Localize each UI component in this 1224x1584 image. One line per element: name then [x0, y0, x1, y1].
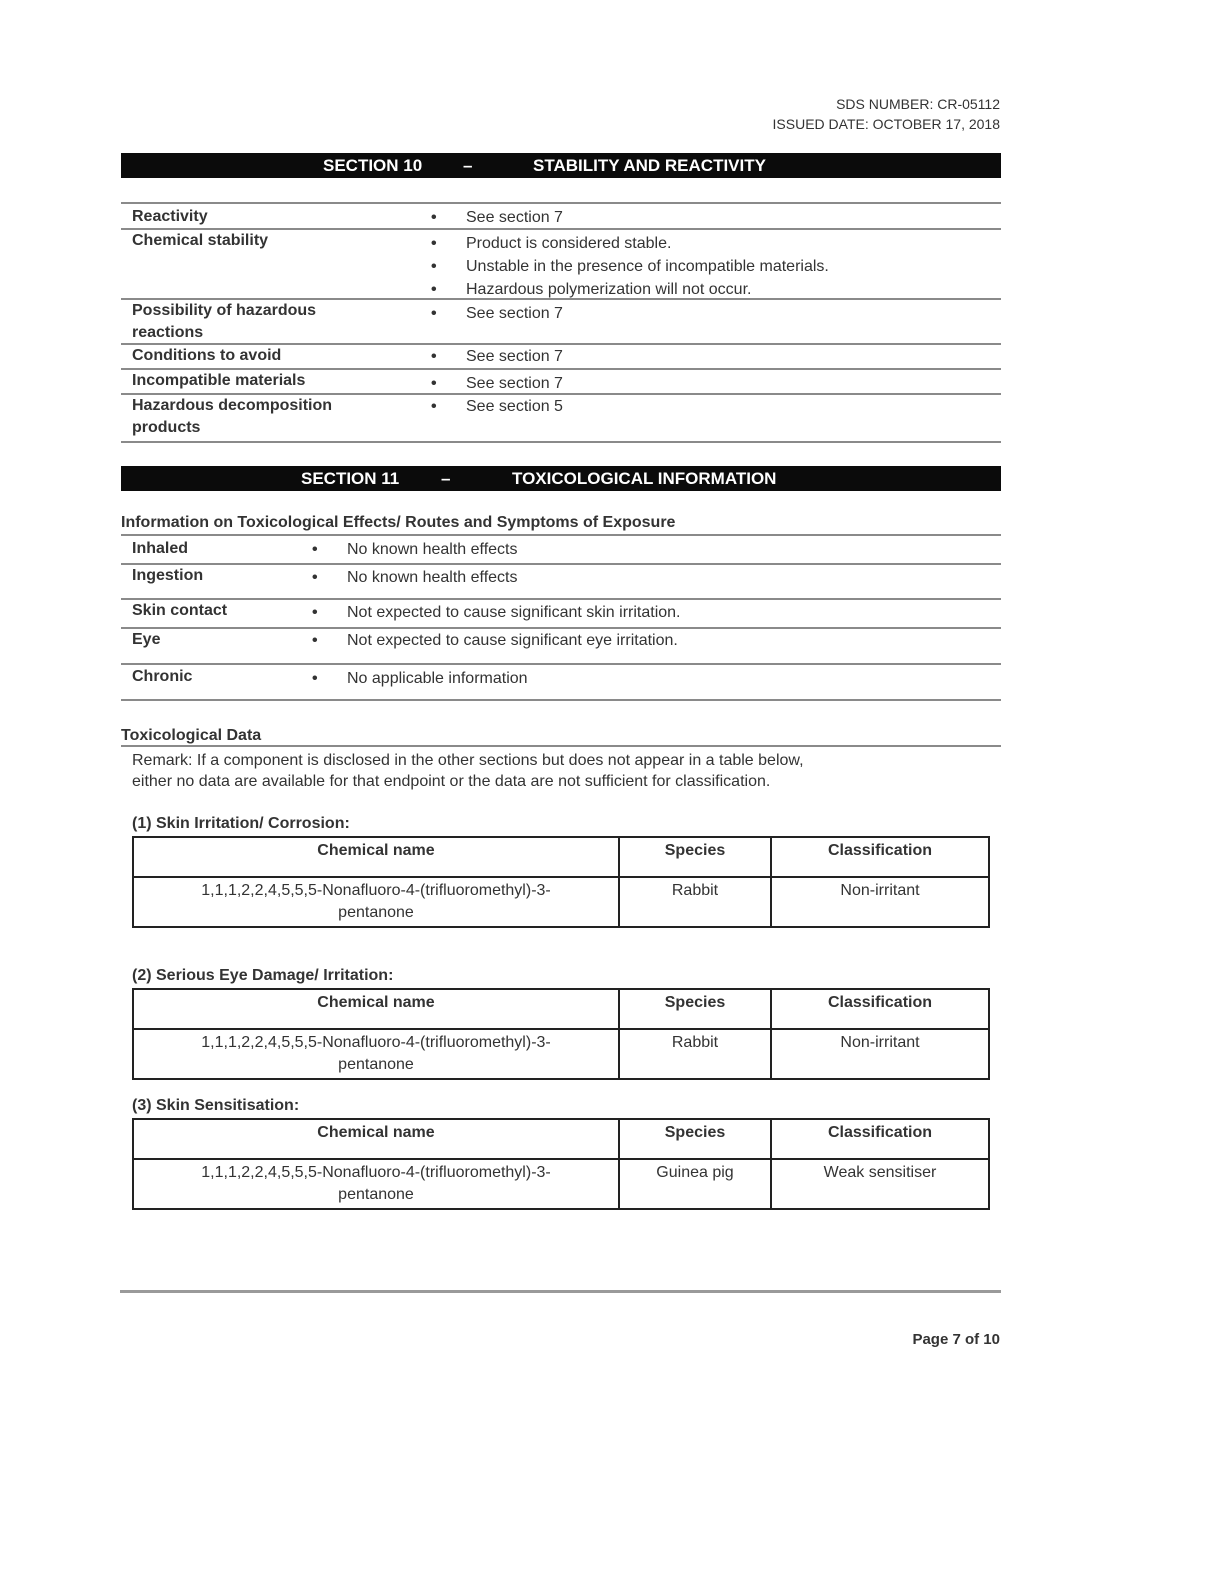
effects-heading: Information on Toxicological Effects/ Routes and Symptoms of Exposure [121, 514, 676, 531]
column-header: Classification [771, 1119, 989, 1159]
column-header: Species [619, 989, 771, 1029]
table-row: Chronic • No applicable information [121, 663, 1001, 701]
species-cell: Rabbit [619, 877, 771, 927]
section-10-number: SECTION 10 [323, 156, 423, 175]
skin-irritation-table [132, 836, 990, 928]
column-header: Chemical name [133, 837, 619, 877]
row-label: Possibility of hazardous reactions [132, 302, 317, 341]
column-header: Classification [771, 989, 989, 1029]
row-label: Incompatible materials [132, 372, 306, 389]
stability-reactivity-table [121, 202, 1001, 442]
table-row: Eye • Not expected to cause significant eye irritation. [121, 627, 1001, 663]
table-header-row [133, 837, 989, 877]
toxicological-data-heading: Toxicological Data [121, 727, 1001, 747]
row-label: Chemical stability [132, 232, 269, 249]
column-header: Chemical name [133, 989, 619, 1029]
column-header: Chemical name [133, 1119, 619, 1159]
document-header [773, 94, 1000, 134]
footer-divider [120, 1290, 1001, 1293]
remark-text: Remark: If a component is disclosed in the other sections but does not appear in a table below, either no data are available for that endpoint or the data are not sufficient for classification. [132, 752, 804, 790]
column-header: Species [619, 837, 771, 877]
table-header-row [133, 1119, 989, 1159]
classification-cell: Weak sensitiser [771, 1159, 989, 1209]
table-title: (2) Serious Eye Damage/ Irritation: [132, 967, 394, 984]
table-row: Chemical stability • Product is considered stable. • Unstable in the presence of incompatible materials. • Hazardous polymerization will not occur. [121, 228, 1001, 298]
section-10-banner [121, 153, 1001, 178]
table-row: Inhaled • No known health effects [121, 534, 1001, 563]
table-row [133, 1159, 989, 1209]
section-10-title: STABILITY AND REACTIVITY [533, 156, 766, 175]
column-header: Species [619, 1119, 771, 1159]
row-label: Skin contact [132, 602, 228, 619]
species-cell: Rabbit [619, 1029, 771, 1079]
table-row: Reactivity • See section 7 [121, 202, 1001, 228]
classification-cell: Non-irritant [771, 1029, 989, 1079]
sds-number: SDS NUMBER: CR-05112 [836, 96, 1000, 112]
table-row: Ingestion • No known health effects [121, 563, 1001, 599]
section-10-dash: – [463, 156, 473, 175]
table-row: Skin contact • Not expected to cause significant skin irritation. [121, 598, 1001, 628]
issued-date: ISSUED DATE: OCTOBER 17, 2018 [772, 116, 1000, 132]
row-label: Chronic [132, 668, 193, 685]
chemical-name-cell: 1,1,1,2,2,4,5,5,5-Nonafluoro-4-(trifluoromethyl)-3- pentanone [133, 1029, 619, 1079]
toxicological-effects-table [121, 534, 1001, 702]
chemical-name-cell: 1,1,1,2,2,4,5,5,5-Nonafluoro-4-(trifluoromethyl)-3- pentanone [133, 1159, 619, 1209]
section-11-title: TOXICOLOGICAL INFORMATION [512, 469, 777, 488]
skin-sensitisation-table [132, 1118, 990, 1210]
section-11-number: SECTION 11 [301, 469, 400, 488]
table-row [133, 1029, 989, 1079]
table-row [133, 877, 989, 927]
chemical-name-cell: 1,1,1,2,2,4,5,5,5-Nonafluoro-4-(trifluoromethyl)-3- pentanone [133, 877, 619, 927]
table-title: (3) Skin Sensitisation: [132, 1097, 300, 1114]
table-title: (1) Skin Irritation/ Corrosion: [132, 815, 350, 832]
row-label: Conditions to avoid [132, 347, 282, 364]
section-11-dash: – [441, 469, 451, 488]
table-row: Incompatible materials • See section 7 [121, 368, 1001, 394]
column-header: Classification [771, 837, 989, 877]
row-label: Eye [132, 631, 161, 648]
row-label: Ingestion [132, 567, 204, 584]
eye-damage-table [132, 988, 990, 1080]
row-label: Inhaled [132, 540, 189, 557]
species-cell: Guinea pig [619, 1159, 771, 1209]
row-label: Reactivity [132, 208, 208, 225]
page-number: Page 7 of 10 [912, 1331, 1000, 1348]
table-row: Possibility of hazardous reactions • See section 7 [121, 298, 1001, 344]
row-label: Hazardous decomposition products [132, 397, 333, 436]
table-row: Conditions to avoid • See section 7 [121, 343, 1001, 369]
table-header-row [133, 989, 989, 1029]
table-row: Hazardous decomposition products • See section 5 [121, 393, 1001, 443]
classification-cell: Non-irritant [771, 877, 989, 927]
section-11-banner [121, 466, 1001, 491]
